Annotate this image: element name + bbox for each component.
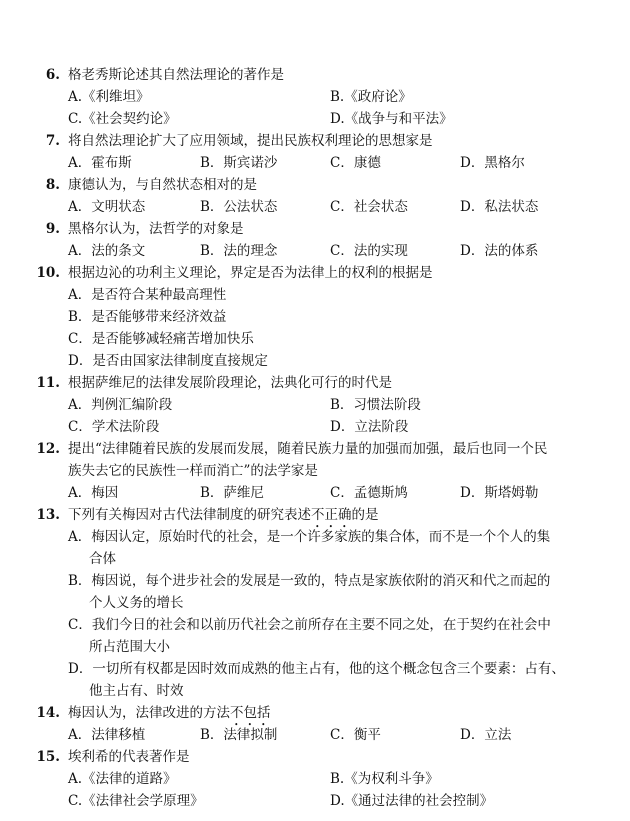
options-row [0, 152, 630, 174]
options-row [0, 240, 630, 262]
option-a: A.《利维坦》 [68, 89, 150, 105]
option-a: A．是否符合某种最高理性 [68, 287, 227, 303]
option-b: B．法的理念 [200, 243, 278, 259]
stem-part: 梅因认为，法律改进的方法 [68, 705, 230, 721]
stem-emphasis: 不包括 [230, 705, 271, 721]
option-c: C．学术法阶段 [68, 419, 160, 435]
option-a: A．法律移植 [68, 727, 146, 743]
question-stem: 将自然法理论扩大了应用领域，提出民族权利理论的思想家是 [68, 133, 433, 149]
options-row [0, 614, 630, 636]
options-row [0, 482, 630, 504]
option-c: C．衡平 [330, 727, 381, 743]
options-row-cont [0, 636, 630, 658]
question-number: 13. [36, 507, 60, 523]
options-row [0, 768, 630, 790]
options-row [0, 108, 630, 130]
question-stem: 黑格尔认为，法哲学的对象是 [68, 221, 244, 237]
option-a: A．霍布斯 [68, 155, 132, 171]
question-12 [0, 438, 630, 460]
option-b-cont: 个人义务的增长 [89, 595, 184, 611]
stem-emphasis: 不正确 [311, 507, 352, 523]
question-stem: 格老秀斯论述其自然法理论的著作是 [68, 67, 284, 83]
option-c: C．康德 [330, 155, 381, 171]
options-row [0, 790, 630, 812]
question-number: 12. [36, 441, 60, 457]
option-d: D．黑格尔 [460, 155, 525, 171]
option-c: C．法的实现 [330, 243, 408, 259]
question-number: 11. [36, 375, 60, 391]
option-a: A．梅因认定，原始时代的社会，是一个许多家族的集合体，而不是一个个人的集 [68, 529, 551, 545]
option-d: D．是否由国家法律制度直接规定 [68, 353, 268, 369]
question-stem: 康德认为，与自然状态相对的是 [68, 177, 257, 193]
option-a: A．法的条文 [68, 243, 146, 259]
question-8 [0, 174, 630, 196]
option-a: A．文明状态 [68, 199, 146, 215]
options-row [0, 658, 630, 680]
options-row-cont [0, 680, 630, 702]
options-row [0, 328, 630, 350]
question-10 [0, 262, 630, 284]
option-d: D．立法 [460, 727, 512, 743]
question-7 [0, 130, 630, 152]
option-c: C．社会状态 [330, 199, 408, 215]
options-row [0, 416, 630, 438]
option-b: B．斯宾诺沙 [200, 155, 278, 171]
options-row-cont [0, 592, 630, 614]
question-number: 14. [36, 705, 60, 721]
question-stem-continuation [0, 460, 630, 482]
option-b: B．是否能够带来经济效益 [68, 309, 227, 325]
question-13 [0, 504, 630, 526]
option-c: C.《社会契约论》 [68, 111, 177, 127]
option-b: B．梅因说，每个进步社会的发展是一致的，特点是家族依附的消灭和代之而起的 [68, 573, 551, 589]
option-a-cont: 合体 [89, 551, 116, 567]
option-c: C．是否能够减轻痛苦增加快乐 [68, 331, 254, 347]
question-number: 8. [45, 177, 60, 193]
option-d: D.《通过法律的社会控制》 [330, 793, 494, 809]
option-d: D．立法阶段 [330, 419, 409, 435]
question-stem-cont: 族失去它的民族性一样而消亡”的法学家是 [68, 463, 318, 479]
option-d: D．私法状态 [460, 199, 539, 215]
option-a: A．梅因 [68, 485, 119, 501]
options-row-cont [0, 548, 630, 570]
option-c: C.《法律社会学原理》 [68, 793, 204, 809]
option-c-cont: 所占范围大小 [89, 639, 170, 655]
options-row [0, 284, 630, 306]
question-stem: 埃利希的代表著作是 [68, 749, 190, 765]
options-row [0, 394, 630, 416]
question-15 [0, 746, 630, 768]
question-number: 6. [45, 67, 60, 83]
option-d-cont: 他主占有、时效 [89, 683, 184, 699]
question-stem: 根据萨维尼的法律发展阶段理论，法典化可行的时代是 [68, 375, 392, 391]
option-d: D．法的体系 [460, 243, 539, 259]
options-row [0, 724, 630, 746]
option-a: A．判例汇编阶段 [68, 397, 173, 413]
option-b: B.《政府论》 [330, 89, 412, 105]
option-b: B.《为权利斗争》 [330, 771, 439, 787]
option-b: B．法律拟制 [200, 727, 278, 743]
question-stem: 根据边沁的功利主义理论，界定是否为法律上的权利的根据是 [68, 265, 433, 281]
option-b: B．公法状态 [200, 199, 278, 215]
question-9 [0, 218, 630, 240]
options-row [0, 570, 630, 592]
option-b: B．萨维尼 [200, 485, 264, 501]
question-number: 7. [45, 133, 60, 149]
options-row [0, 86, 630, 108]
stem-part: 的是 [351, 507, 379, 523]
stem-part: 下列有关梅因对古代法律制度的研究表述 [68, 507, 311, 523]
question-14 [0, 702, 630, 724]
option-a: A.《法律的道路》 [68, 771, 177, 787]
option-b: B．习惯法阶段 [330, 397, 421, 413]
option-d: D.《战争与和平法》 [330, 111, 453, 127]
question-11 [0, 372, 630, 394]
question-number: 10. [36, 265, 60, 281]
question-number: 15. [36, 749, 60, 765]
question-number: 9. [45, 221, 60, 237]
option-c: C．我们今日的社会和以前历代社会之前所存在主要不同之处，在于契约在社会中 [68, 617, 551, 633]
options-row [0, 306, 630, 328]
options-row [0, 350, 630, 372]
option-c: C．孟德斯鸠 [330, 485, 408, 501]
option-d: D．一切所有权都是因时效而成熟的他主占有，他的这个概念包含三个要素：占有、 [68, 661, 565, 677]
options-row [0, 196, 630, 218]
option-d: D．斯塔姆勒 [460, 485, 539, 501]
options-row [0, 526, 630, 548]
question-stem: 提出“法律随着民族的发展而发展，随着民族力量的加强而加强，最后也同一个民 [68, 441, 548, 457]
question-6 [0, 64, 630, 86]
